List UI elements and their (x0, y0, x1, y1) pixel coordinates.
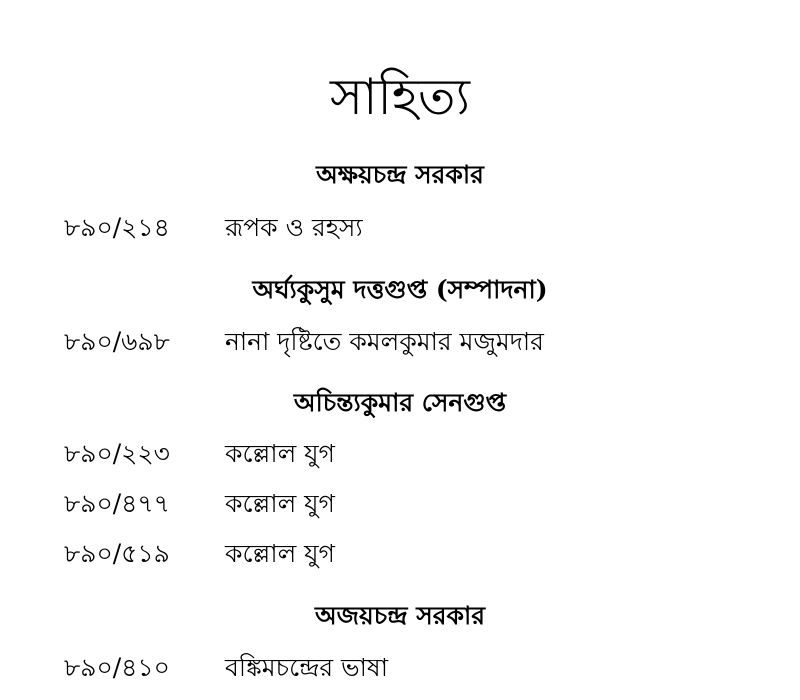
author-heading: অক্ষয়চন্দ্র সরকার (316, 160, 484, 189)
book-title: রূপক ও রহস্য (225, 213, 363, 242)
book-title: কল্লোল যুগ (225, 539, 335, 568)
page-title: সাহিত্য (329, 68, 471, 126)
call-number: ৮৯০/৬৯৮ (64, 327, 170, 356)
call-number: ৮৯০/৪১০ (64, 653, 170, 682)
book-title: কল্লোল যুগ (225, 439, 335, 468)
book-title: বঙ্কিমচন্দ্রের ভাষা (225, 653, 388, 682)
book-title: কল্লোল যুগ (225, 489, 335, 518)
book-title: নানা দৃষ্টিতে কমলকুমার মজুমদার (225, 327, 544, 356)
author-heading: অর্ঘ্যকুসুম দত্তগুপ্ত (সম্পাদনা) (252, 275, 548, 304)
call-number: ৮৯০/৫১৯ (64, 539, 170, 568)
author-heading: অচিন্ত্যকুমার সেনগুপ্ত (293, 388, 507, 417)
call-number: ৮৯০/২২৩ (64, 439, 170, 468)
call-number: ৮৯০/২১৪ (64, 213, 170, 242)
author-heading: অজয়চন্দ্র সরকার (315, 601, 485, 630)
call-number: ৮৯০/৪৭৭ (64, 489, 170, 518)
